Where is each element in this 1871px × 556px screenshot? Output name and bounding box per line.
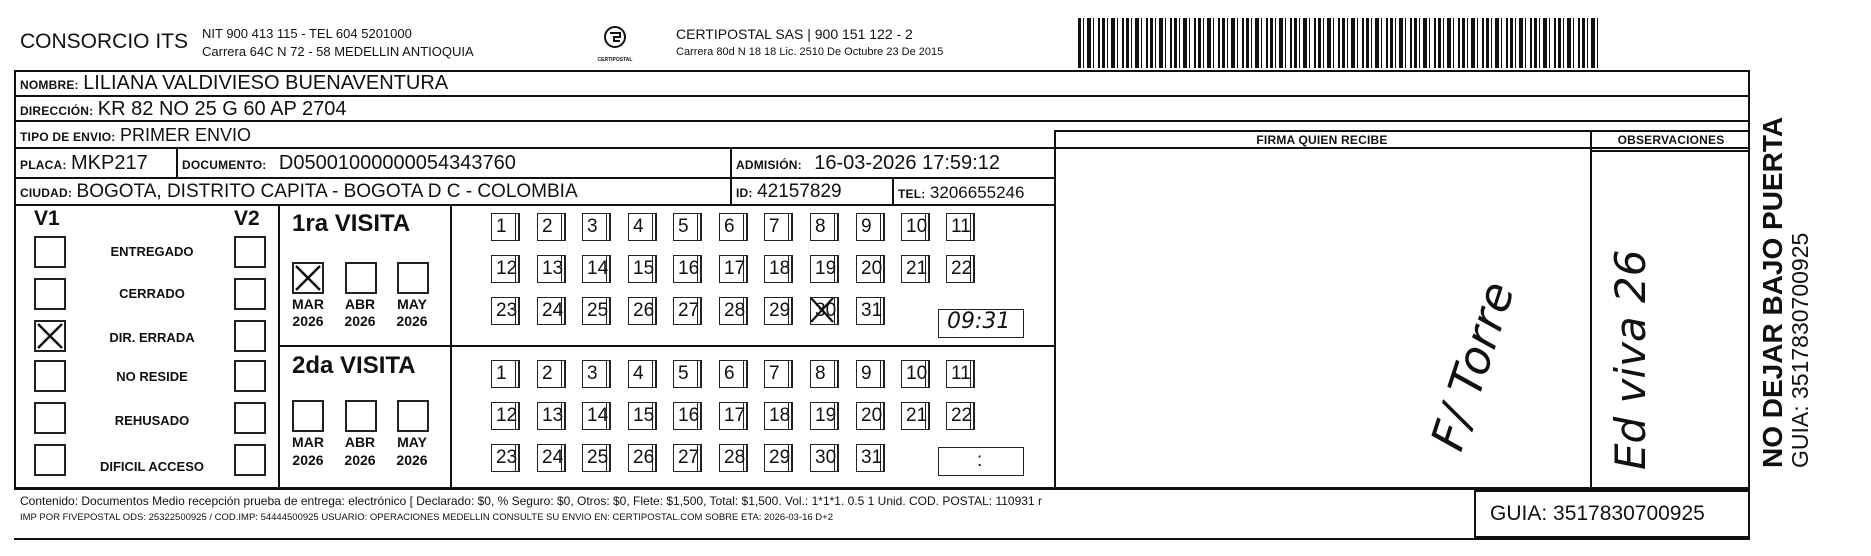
first-visit-day-26[interactable] [628, 297, 653, 325]
year-label: 2026 [344, 452, 376, 468]
barcode [1078, 18, 1598, 68]
first-visit-day-30[interactable] [810, 297, 835, 325]
admision-cell [736, 152, 1000, 175]
status-entregado: ENTREGADO [110, 244, 194, 259]
first-visit-day-3[interactable] [582, 213, 607, 241]
day-number: 13 [542, 258, 564, 279]
day-number: 17 [724, 405, 746, 426]
certipostal-name: CERTIPOSTAL SAS | 900 151 122 - 2 [676, 26, 913, 42]
admision-value: 16-03-2026 17:59:12 [814, 152, 1000, 174]
day-number: 18 [769, 258, 791, 279]
day-number: 16 [678, 405, 700, 426]
day-number: 12 [496, 258, 518, 279]
first-visit-day-16[interactable] [673, 255, 698, 283]
second-visit-day-31[interactable] [856, 444, 881, 472]
first-visit-day-10[interactable] [901, 213, 926, 241]
direccion-row [20, 98, 346, 121]
tipo-value: PRIMER ENVIO [119, 125, 251, 145]
first-visit-day-5[interactable] [673, 213, 698, 241]
day-number: 11 [951, 216, 971, 237]
first-visit-day-28[interactable] [719, 297, 744, 325]
day-number: 4 [633, 216, 644, 237]
second-visit-day-23[interactable] [491, 444, 516, 472]
second-visit-day-25[interactable] [582, 444, 607, 472]
tipo-row [20, 125, 251, 146]
day-number: 6 [724, 363, 735, 384]
footer-line2: IMP POR FIVEPOSTAL ODS: 25322500925 / COD.IMP: 54444500925 USUARIO: OPERACIONES MEDELLIN CONSULTE SU ENVIO EN: CERTIPOSTAL.COM SOBRE ETA: 2026-03-16 D+2 [20, 512, 833, 523]
status-no-reside: NO RESIDE [116, 369, 188, 384]
first-visit-day-9[interactable] [856, 213, 881, 241]
v1-checkbox-no-reside[interactable] [34, 360, 66, 392]
second-visit-day-15[interactable] [628, 402, 653, 430]
day-number: 3 [587, 363, 598, 384]
first-visit-day-11[interactable] [946, 213, 971, 241]
certipostal-address: Carrera 80d N 18 18 Lic. 2510 De Octubre 23 De 2015 [676, 46, 944, 58]
second-visit-month-mar[interactable] [292, 400, 324, 432]
observaciones-header: OBSERVACIONES [1617, 133, 1725, 147]
day-number: 28 [724, 447, 746, 468]
second-visit-day-20[interactable] [856, 402, 881, 430]
first-visit-time: 09:31 [947, 309, 1011, 334]
second-visit-day-14[interactable] [582, 402, 607, 430]
second-visit-day-13[interactable] [537, 402, 562, 430]
placa-cell [20, 152, 148, 175]
day-number: 26 [633, 447, 655, 468]
year-label: 2026 [292, 452, 324, 468]
day-number: 7 [769, 363, 780, 384]
first-visit-day-25[interactable] [582, 297, 607, 325]
tel-value: 3206655246 [929, 183, 1025, 202]
documento-cell [182, 152, 516, 175]
second-visit-title: 2da VISITA [292, 352, 416, 379]
day-number: 30 [815, 300, 837, 321]
day-number: 23 [496, 447, 518, 468]
day-number: 20 [861, 258, 883, 279]
nombre-label: NOMBRE: [20, 78, 79, 92]
v2-label: V2 [234, 207, 260, 230]
v2-checkbox-dificil-acceso[interactable] [234, 444, 266, 476]
day-number: 29 [769, 447, 791, 468]
day-number: 18 [769, 405, 791, 426]
second-visit-day-22[interactable] [946, 402, 971, 430]
check-x-icon [294, 264, 322, 292]
check-x-icon [809, 296, 835, 324]
first-visit-day-6[interactable] [719, 213, 744, 241]
second-visit-day-27[interactable] [673, 444, 698, 472]
month-label: ABR [344, 296, 376, 312]
day-number: 12 [496, 405, 518, 426]
day-number: 14 [587, 405, 609, 426]
first-visit-month-may[interactable] [397, 262, 429, 294]
first-visit-month-mar[interactable] [292, 262, 324, 294]
direccion-value: KR 82 NO 25 G 60 AP 2704 [97, 98, 347, 120]
company-address: Carrera 64C N 72 - 58 MEDELLIN ANTIOQUIA [202, 44, 474, 59]
first-visit-month-abr[interactable] [345, 262, 377, 294]
second-visit-day-17[interactable] [719, 402, 744, 430]
day-number: 20 [861, 405, 883, 426]
second-visit-month-may[interactable] [397, 400, 429, 432]
second-visit-day-19[interactable] [810, 402, 835, 430]
day-number: 22 [951, 405, 973, 426]
direccion-label: DIRECCIÓN: [20, 104, 94, 118]
first-visit-day-20[interactable] [856, 255, 881, 283]
first-visit-day-17[interactable] [719, 255, 744, 283]
month-label: MAR [292, 434, 324, 450]
status-dificil-acceso: DIFICIL ACCESO [99, 459, 204, 474]
company-nit: NIT 900 413 115 - TEL 604 5201000 [202, 26, 412, 41]
day-number: 31 [861, 447, 883, 468]
year-label: 2026 [344, 313, 376, 329]
month-label: MAR [292, 296, 324, 312]
day-number: 16 [678, 258, 700, 279]
placa-value: MKP217 [70, 152, 148, 174]
second-visit-month-abr[interactable] [345, 400, 377, 432]
year-label: 2026 [292, 313, 324, 329]
first-visit-day-4[interactable] [628, 213, 653, 241]
first-visit-day-8[interactable] [810, 213, 835, 241]
first-visit-day-14[interactable] [582, 255, 607, 283]
day-number: 24 [542, 300, 564, 321]
tel-label: TEL: [898, 187, 926, 201]
first-visit-day-31[interactable] [856, 297, 881, 325]
v1-checkbox-cerrado[interactable] [34, 278, 66, 310]
side-guia: GUIA: 3517830700925 [1787, 232, 1813, 468]
second-visit-day-24[interactable] [537, 444, 562, 472]
ciudad-cell [20, 181, 578, 203]
status-cerrado: CERRADO [119, 286, 185, 301]
month-label: MAY [397, 434, 427, 450]
v1-checkbox-dificil-acceso[interactable] [34, 444, 66, 476]
day-number: 8 [815, 216, 826, 237]
day-number: 13 [542, 405, 564, 426]
day-number: 9 [861, 363, 872, 384]
first-visit-day-29[interactable] [764, 297, 789, 325]
nombre-value: LILIANA VALDIVIESO BUENAVENTURA [83, 72, 449, 94]
day-number: 25 [587, 300, 609, 321]
second-visit-day-28[interactable] [719, 444, 744, 472]
month-label: ABR [344, 434, 376, 450]
day-number: 15 [633, 258, 655, 279]
second-visit-day-12[interactable] [491, 402, 516, 430]
v2-checkbox-no-reside[interactable] [234, 360, 266, 392]
day-number: 28 [724, 300, 746, 321]
year-label: 2026 [396, 313, 428, 329]
first-visit-day-18[interactable] [764, 255, 789, 283]
day-number: 5 [678, 216, 689, 237]
day-number: 29 [769, 300, 791, 321]
second-visit-day-16[interactable] [673, 402, 698, 430]
ciudad-value: BOGOTA, DISTRITO CAPITA - BOGOTA D C - COLOMBIA [76, 181, 578, 202]
tel-cell [898, 183, 1024, 203]
day-number: 21 [906, 405, 928, 426]
footer-contenido: Contenido: Documentos Medio recepción prueba de entrega: electrónico [ Declarado: $0, % Seguro: $0, Otros: $0, Flete: $1,500, Total: $1,500. Vol.: 1*1*1. 0.5 1 Unid. COD. POSTAL: 110931 r [20, 494, 1042, 508]
second-visit-day-5[interactable] [673, 360, 698, 388]
first-visit-day-22[interactable] [946, 255, 971, 283]
tipo-label: TIPO DE ENVIO: [20, 130, 116, 144]
documento-value: D05001000000054343760 [278, 152, 516, 174]
day-number: 14 [587, 258, 609, 279]
month-label: MAY [397, 296, 427, 312]
second-visit-day-7[interactable] [764, 360, 789, 388]
status-rehusado: REHUSADO [114, 413, 190, 428]
ciudad-label: CIUDAD: [20, 186, 73, 200]
day-number: 21 [906, 258, 928, 279]
day-number: 26 [633, 300, 655, 321]
first-visit-day-12[interactable] [491, 255, 516, 283]
header [0, 0, 1871, 68]
id-value: 42157829 [757, 181, 842, 202]
day-number: 31 [861, 300, 883, 321]
second-visit-day-1[interactable] [491, 360, 516, 388]
second-visit-day-18[interactable] [764, 402, 789, 430]
day-number: 8 [815, 363, 826, 384]
company-name: CONSORCIO ITS [20, 30, 189, 53]
first-visit-day-7[interactable] [764, 213, 789, 241]
second-visit-day-4[interactable] [628, 360, 653, 388]
second-visit-day-11[interactable] [946, 360, 971, 388]
second-visit-time: : [977, 450, 983, 471]
day-number: 10 [906, 216, 928, 237]
first-visit-day-1[interactable] [491, 213, 516, 241]
v1-checkbox-dir-errada[interactable] [34, 320, 66, 352]
first-visit-title: 1ra VISITA [292, 210, 411, 237]
side-notice [1758, 117, 1812, 468]
first-visit-day-23[interactable] [491, 297, 516, 325]
second-visit-day-10[interactable] [901, 360, 926, 388]
day-number: 19 [815, 258, 837, 279]
second-visit-day-29[interactable] [764, 444, 789, 472]
status-dir-errada: DIR. ERRADA [109, 330, 195, 345]
first-visit-day-24[interactable] [537, 297, 562, 325]
day-number: 1 [496, 216, 507, 237]
second-visit-day-26[interactable] [628, 444, 653, 472]
first-visit-day-27[interactable] [673, 297, 698, 325]
documento-label: DOCUMENTO: [182, 158, 267, 172]
first-visit-day-19[interactable] [810, 255, 835, 283]
admision-label: ADMISIÓN: [736, 158, 802, 172]
day-number: 6 [724, 216, 735, 237]
day-number: 27 [678, 447, 700, 468]
first-visit-day-13[interactable] [537, 255, 562, 283]
first-visit-day-2[interactable] [537, 213, 562, 241]
day-number: 7 [769, 216, 780, 237]
outer-bottom-line [14, 538, 1750, 540]
day-number: 2 [542, 216, 553, 237]
side-no-dejar: NO DEJAR BAJO PUERTA [1757, 116, 1788, 468]
day-number: 23 [496, 300, 518, 321]
second-visit-day-9[interactable] [856, 360, 881, 388]
check-x-icon [36, 322, 64, 350]
v1-checkbox-rehusado[interactable] [34, 402, 66, 434]
day-number: 11 [951, 363, 971, 384]
second-visit-time-box[interactable] [938, 447, 1024, 476]
certipostal-logo [590, 24, 640, 64]
first-visit-day-15[interactable] [628, 255, 653, 283]
placa-label: PLACA: [20, 158, 67, 172]
second-visit-day-6[interactable] [719, 360, 744, 388]
day-number: 19 [815, 405, 837, 426]
id-cell [736, 181, 842, 203]
day-number: 27 [678, 300, 700, 321]
first-visit-time-box[interactable] [938, 309, 1024, 338]
year-label: 2026 [396, 452, 428, 468]
footer-guia-box [1474, 490, 1750, 538]
v1-label: V1 [34, 207, 60, 230]
day-number: 2 [542, 363, 553, 384]
day-number: 3 [587, 216, 598, 237]
day-number: 1 [496, 363, 507, 384]
v2-checkbox-rehusado[interactable] [234, 402, 266, 434]
firma-header: FIRMA QUIEN RECIBE [1256, 133, 1388, 147]
day-number: 15 [633, 405, 655, 426]
day-number: 30 [815, 447, 837, 468]
footer-guia: GUIA: 3517830700925 [1490, 502, 1705, 525]
second-visit-day-21[interactable] [901, 402, 926, 430]
day-number: 22 [951, 258, 973, 279]
day-number: 24 [542, 447, 564, 468]
day-number: 10 [906, 363, 928, 384]
observation-note: Ed viva 26 [1606, 249, 1655, 470]
day-number: 5 [678, 363, 689, 384]
day-number: 4 [633, 363, 644, 384]
logo-caption: CERTIPOSTAL [597, 57, 633, 63]
nombre-row [20, 72, 448, 95]
day-number: 17 [724, 258, 746, 279]
day-number: 9 [861, 216, 872, 237]
signature: F/ Torre [1420, 275, 1525, 457]
v1-checkbox-entregado[interactable] [34, 236, 66, 268]
v2-checkbox-cerrado[interactable] [234, 278, 266, 310]
v2-checkbox-dir-errada[interactable] [234, 320, 266, 352]
day-number: 25 [587, 447, 609, 468]
second-visit-day-2[interactable] [537, 360, 562, 388]
id-label: ID: [736, 186, 753, 200]
v2-checkbox-entregado[interactable] [234, 236, 266, 268]
first-visit-day-21[interactable] [901, 255, 926, 283]
second-visit-day-8[interactable] [810, 360, 835, 388]
second-visit-day-30[interactable] [810, 444, 835, 472]
second-visit-day-3[interactable] [582, 360, 607, 388]
